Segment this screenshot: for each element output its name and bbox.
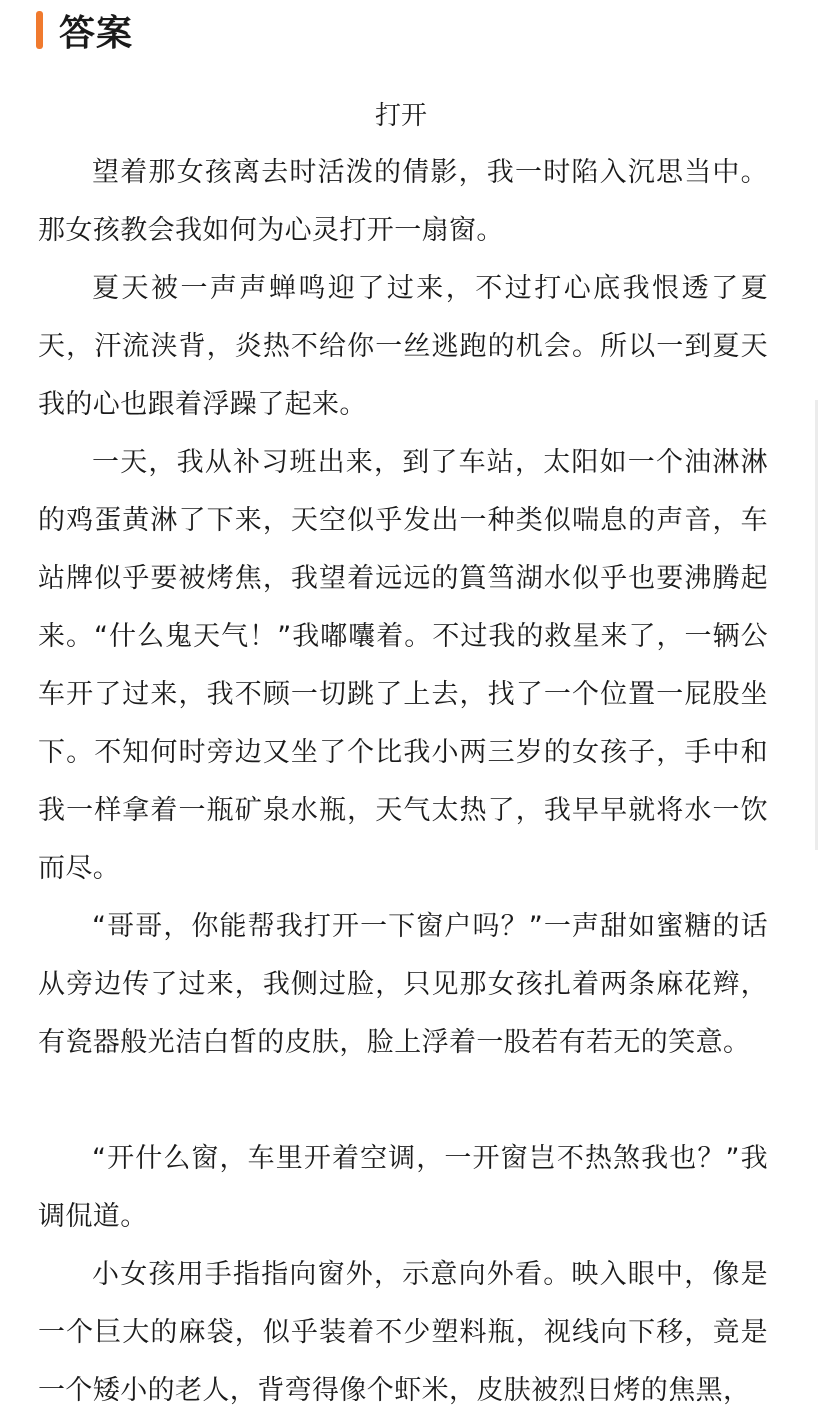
section-title: 答案	[59, 12, 134, 54]
section-header	[36, 8, 133, 52]
essay-body	[38, 92, 768, 1420]
accent-bar	[36, 11, 43, 49]
paragraph-6: 小女孩用手指指向窗外，示意向外看。映入眼中，像是一个巨大的麻袋，似乎装着不少塑料瓶，视线向下移，竟是一个矮小的老人，背弯得像个虾米，皮肤被烈日烤的焦黑，	[38, 1259, 768, 1406]
paragraph-2: 夏天被一声声蝉鸣迎了过来，不过打心底我恨透了夏天，汗流浃背，炎热不给你一丝逃跑的机会。所以一到夏天我的心也跟着浮躁了起来。	[38, 273, 768, 420]
paragraph-5: “开什么窗，车里开着空调，一开窗岂不热煞我也？”我调侃道。	[38, 1143, 768, 1232]
paragraph-4: “哥哥，你能帮我打开一下窗户吗？”一声甜如蜜糖的话从旁边传了过来，我侧过脸，只见那女孩扎着两条麻花辫，有瓷器般光洁白皙的皮肤，脸上浮着一股若有若无的笑意。	[38, 911, 768, 1058]
paragraph-3: 一天，我从补习班出来，到了车站，太阳如一个油淋淋的鸡蛋黄淋了下来，天空似乎发出一种类似喘息的声音，车站牌似乎要被烤焦，我望着远远的篔筜湖水似乎也要沸腾起来。“什么鬼天气！”我嘟囔着。不过我的救星来了，一辆公车开了过来，我不顾一切跳了上去，找了一个位置一屁股坐下。不知何时旁边又坐了个比我小两三岁的女孩子，手中和我一样拿着一瓶矿泉水瓶，天气太热了，我早早就将水一饮而尽。	[38, 447, 768, 884]
essay-title: 打开	[374, 101, 427, 131]
paragraph-1: 望着那女孩离去时活泼的倩影，我一时陷入沉思当中。那女孩教会我如何为心灵打开一扇窗。	[38, 157, 768, 246]
paragraph-gap	[38, 1072, 768, 1130]
